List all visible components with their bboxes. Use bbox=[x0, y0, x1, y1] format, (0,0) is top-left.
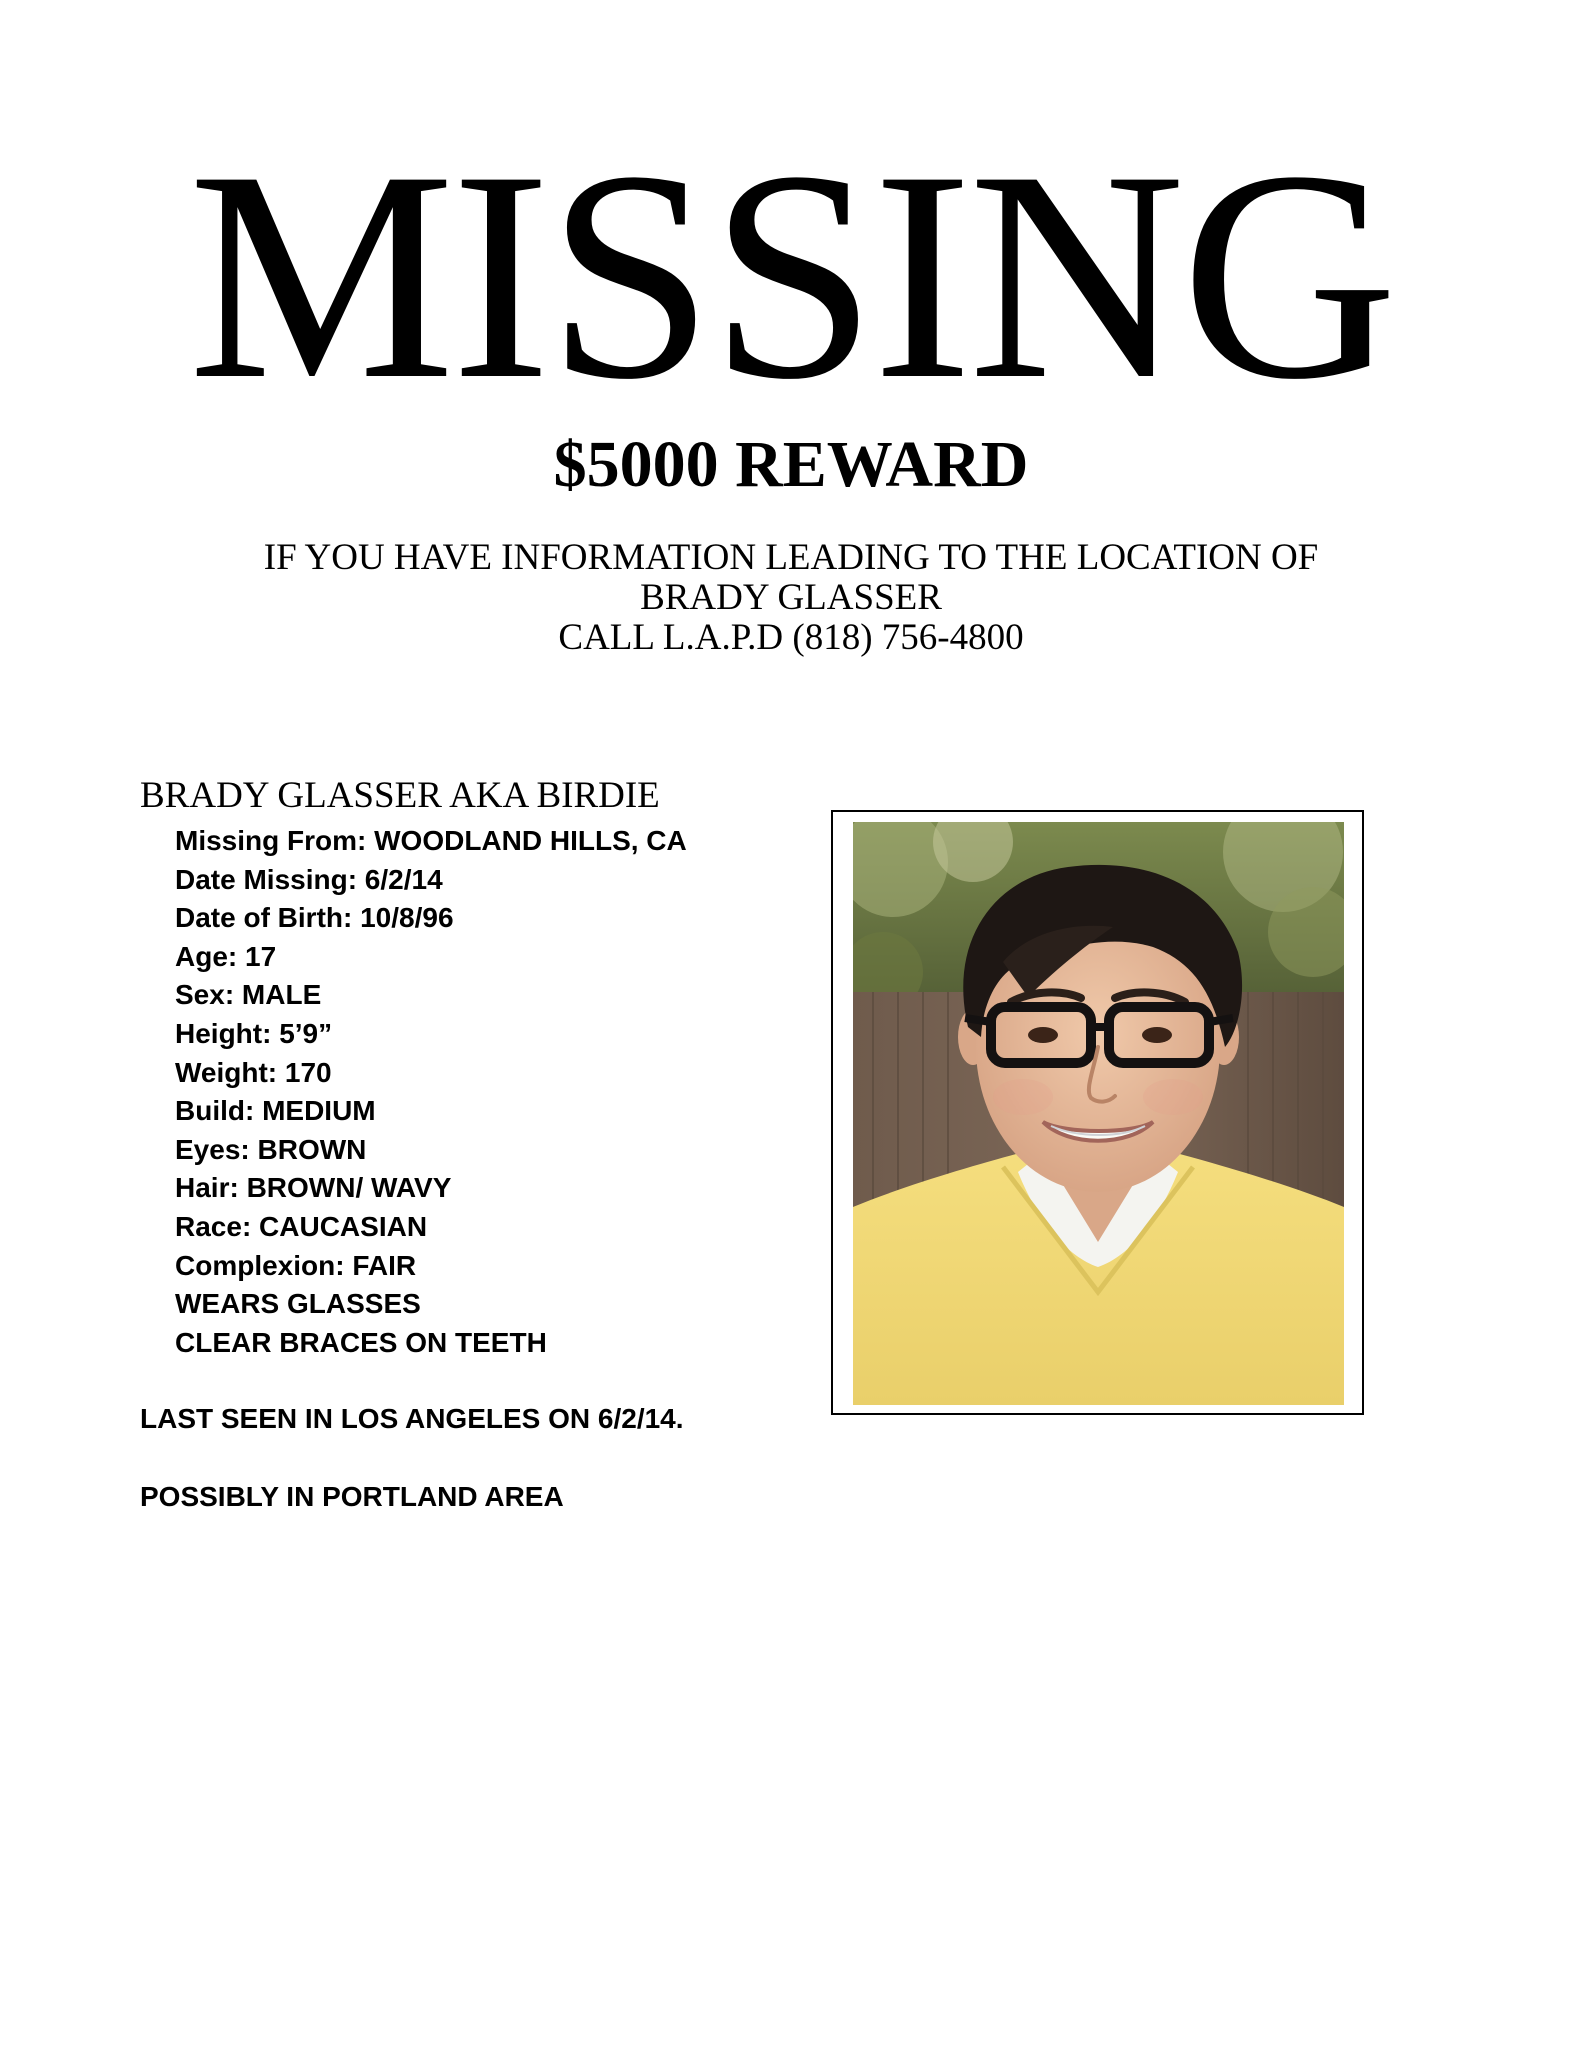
detail-glasses: WEARS GLASSES bbox=[175, 1288, 421, 1320]
possible-location-note: POSSIBLY IN PORTLAND AREA bbox=[140, 1481, 564, 1512]
person-details-list bbox=[175, 822, 687, 1362]
detail-build: Build: MEDIUM bbox=[175, 1095, 376, 1127]
detail-height: Height: 5’9” bbox=[175, 1017, 333, 1049]
detail-missing-from: Missing From: WOODLAND HILLS, CA bbox=[175, 825, 687, 856]
detail-date-of-birth: Date of Birth: 10/8/96 bbox=[175, 902, 454, 934]
detail-age: Age: 17 bbox=[175, 940, 277, 972]
info-line-name: BRADY GLASSER bbox=[640, 577, 942, 618]
info-line-phone: CALL L.A.P.D (818) 756-4800 bbox=[558, 617, 1024, 658]
reward-amount: $5000 REWARD bbox=[553, 428, 1029, 501]
detail-braces: CLEAR BRACES ON TEETH bbox=[175, 1326, 547, 1358]
detail-weight: Weight: 170 bbox=[175, 1056, 332, 1088]
info-line-location: IF YOU HAVE INFORMATION LEADING TO THE LOCATION OF bbox=[263, 537, 1319, 578]
detail-hair: Hair: BROWN/ WAVY bbox=[175, 1172, 452, 1204]
photo-frame bbox=[831, 810, 1364, 1415]
last-seen-note: LAST SEEN IN LOS ANGELES ON 6/2/14. bbox=[140, 1403, 684, 1434]
detail-race: Race: CAUCASIAN bbox=[175, 1210, 428, 1242]
detail-sex: Sex: MALE bbox=[175, 979, 322, 1011]
person-name: BRADY GLASSER AKA BIRDIE bbox=[140, 775, 660, 816]
missing-headline: MISSING bbox=[188, 109, 1394, 441]
detail-complexion: Complexion: FAIR bbox=[175, 1249, 417, 1281]
detail-date-missing: Date Missing: 6/2/14 bbox=[175, 863, 443, 895]
portrait-photo bbox=[853, 822, 1344, 1405]
detail-eyes: Eyes: BROWN bbox=[175, 1133, 367, 1165]
contact-info bbox=[0, 538, 1582, 658]
